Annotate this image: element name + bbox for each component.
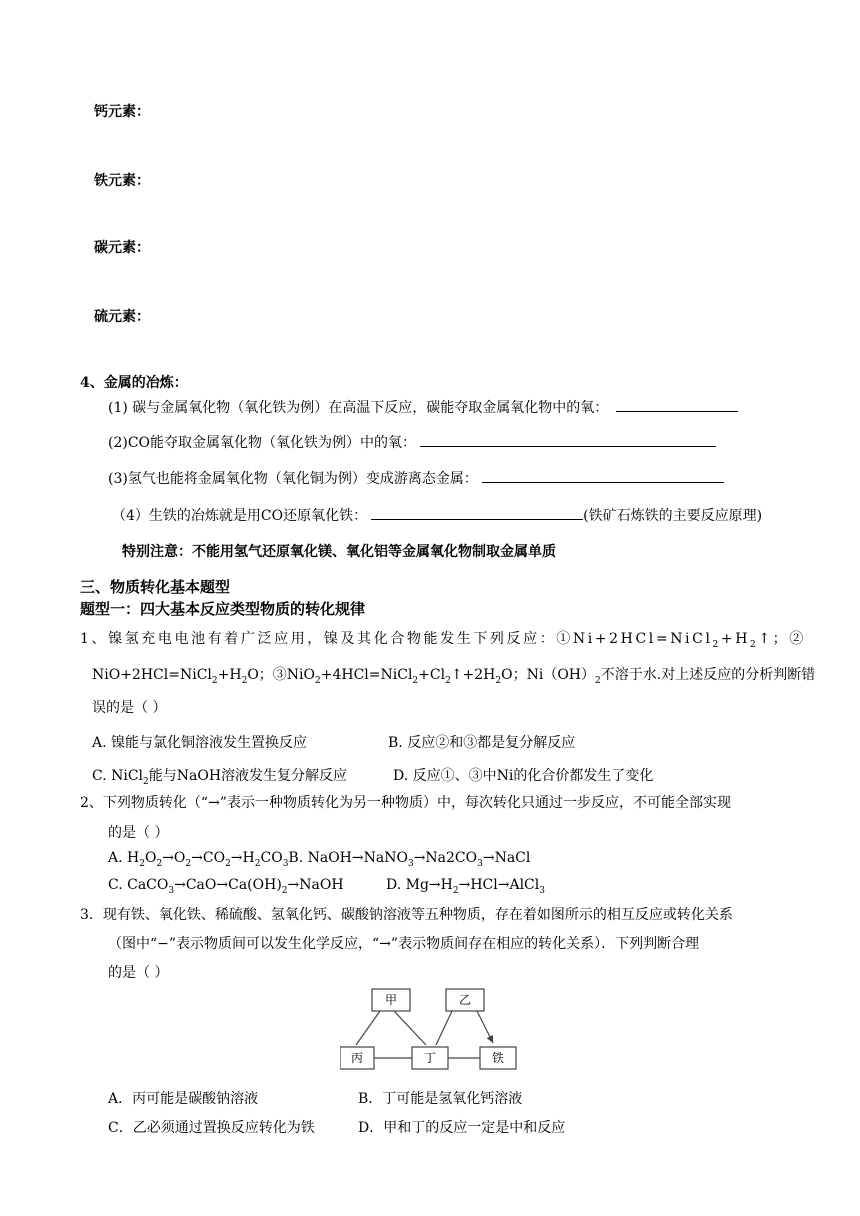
node-bing [340, 1047, 374, 1069]
link-jia-bing [356, 1011, 380, 1045]
q3-stem-line-2: （图中“−”表示物质间可以发生化学反应，“→”表示物质间存在相应的转化关系）．下列判断合理 [108, 936, 700, 952]
q3-option-a[interactable]: A．丙可能是碳酸钠溶液 [108, 1091, 259, 1107]
q3-stem-line-3: 的是（ ） [108, 965, 169, 981]
arrow-yi-tie [477, 1011, 493, 1043]
smelting-item-1: (1) 碳与金属氧化物（氧化铁为例）在高温下反应，碳能夺取金属氧化物中的氧： [108, 397, 738, 417]
answer-blank[interactable] [420, 432, 716, 447]
q3-option-d[interactable]: D．甲和丁的反应一定是中和反应 [358, 1120, 566, 1136]
question-type-heading: 题型一：四大基本反应类型物质的转化规律 [80, 600, 366, 618]
smelting-heading: 4、金属的冶炼： [80, 375, 188, 391]
q3-option-c[interactable]: C．乙必须通过置换反应转化为铁 [108, 1120, 315, 1136]
node-jia-label: 甲 [384, 993, 398, 1007]
smelting-item-3: (3)氢气也能将金属氧化物（氧化铜为例）变成游离态金属： [108, 468, 724, 488]
smelting-item-2: (2)CO能夺取金属氧化物（氧化铁为例）中的氧： [108, 432, 716, 452]
iron-label: 铁元素： [94, 173, 150, 189]
node-jia [372, 989, 410, 1011]
q2-options-ab[interactable]: A. $H_2O_2\to O_2\to CO_2\to H_2CO_3B$. $NaOH\to NaNO_3\to Na2CO_3\to NaCl$ [108, 850, 531, 869]
q3-option-b[interactable]: B．丁可能是氢氧化钙溶液 [358, 1091, 523, 1107]
calcium-label: 钙元素： [94, 104, 150, 120]
q2-option-d[interactable]: D. $Mg\to H_2\to HCl\to AlCl_3$ [386, 877, 545, 896]
answer-blank[interactable] [482, 468, 724, 483]
carbon-label: 碳元素： [94, 240, 150, 256]
q1-stem-line-3: 误的是（ ） [92, 700, 167, 716]
relationship-diagram [340, 985, 522, 1077]
node-ding [412, 1047, 448, 1069]
node-ding-label: 丁 [423, 1051, 437, 1065]
q2-stem-line-1: 2、下列物质转化（“→”表示一种物质转化为另一种物质）中，每次转化只通过一步反应，不可能全部实现 [80, 795, 731, 811]
node-bing-label: 丙 [350, 1051, 364, 1065]
link-yi-ding [436, 1011, 452, 1045]
special-note: 特别注意：不能用氢气还原氧化镁、氧化铝等金属氧化物制取金属单质 [122, 544, 556, 560]
smelting-item-4: （4）生铁的冶炼就是用CO还原氧化铁： (铁矿石炼铁的主要反应原理) [112, 505, 762, 525]
node-yi-label: 乙 [458, 993, 472, 1007]
q1-option-c[interactable]: C. NiCl$_2$能与NaOH溶液发生复分解反应 [92, 768, 348, 787]
node-tie-label: 铁 [491, 1051, 505, 1065]
q1-option-b[interactable]: B. 反应②和③都是复分解反应 [388, 735, 576, 751]
answer-blank[interactable] [371, 505, 583, 520]
q1-stem-line-2: $NiO+2HCl=NiCl_2+H_2O$；$③NiO_2+4HCl=NiCl_2+Cl_2↑+2H_2O$；$Ni(OH)_2$不溶于水.对上述反应的分析判断错 [92, 667, 816, 686]
answer-blank[interactable] [616, 397, 738, 412]
q1-option-a[interactable]: A. 镍能与氯化铜溶液发生置换反应 [92, 735, 308, 751]
q3-stem-line-1: 3．现有铁、氧化铁、稀硫酸、氢氧化钙、碳酸钠溶液等五种物质，存在着如图所示的相互反应或转化关系 [80, 907, 733, 923]
q1-option-d[interactable]: D. 反应①、③中Ni的化合价都发生了变化 [393, 768, 654, 784]
q2-option-c[interactable]: C. $CaCO_3\to CaO\to Ca(OH)_2\to NaOH$ [108, 877, 344, 896]
q1-stem-line-1: 1、镍氢充电电池有着广泛应用，镍及其化合物能发生下列反应：$①Ni+2HCl=NiCl_2+H_2↑$；② [80, 631, 806, 650]
link-jia-ding [394, 1011, 426, 1045]
q2-stem-line-2: 的是（ ） [108, 825, 169, 841]
section-heading: 三、物质转化基本题型 [80, 578, 231, 596]
node-tie [480, 1047, 516, 1069]
node-yi [446, 989, 484, 1011]
sulfur-label: 硫元素： [94, 309, 150, 325]
